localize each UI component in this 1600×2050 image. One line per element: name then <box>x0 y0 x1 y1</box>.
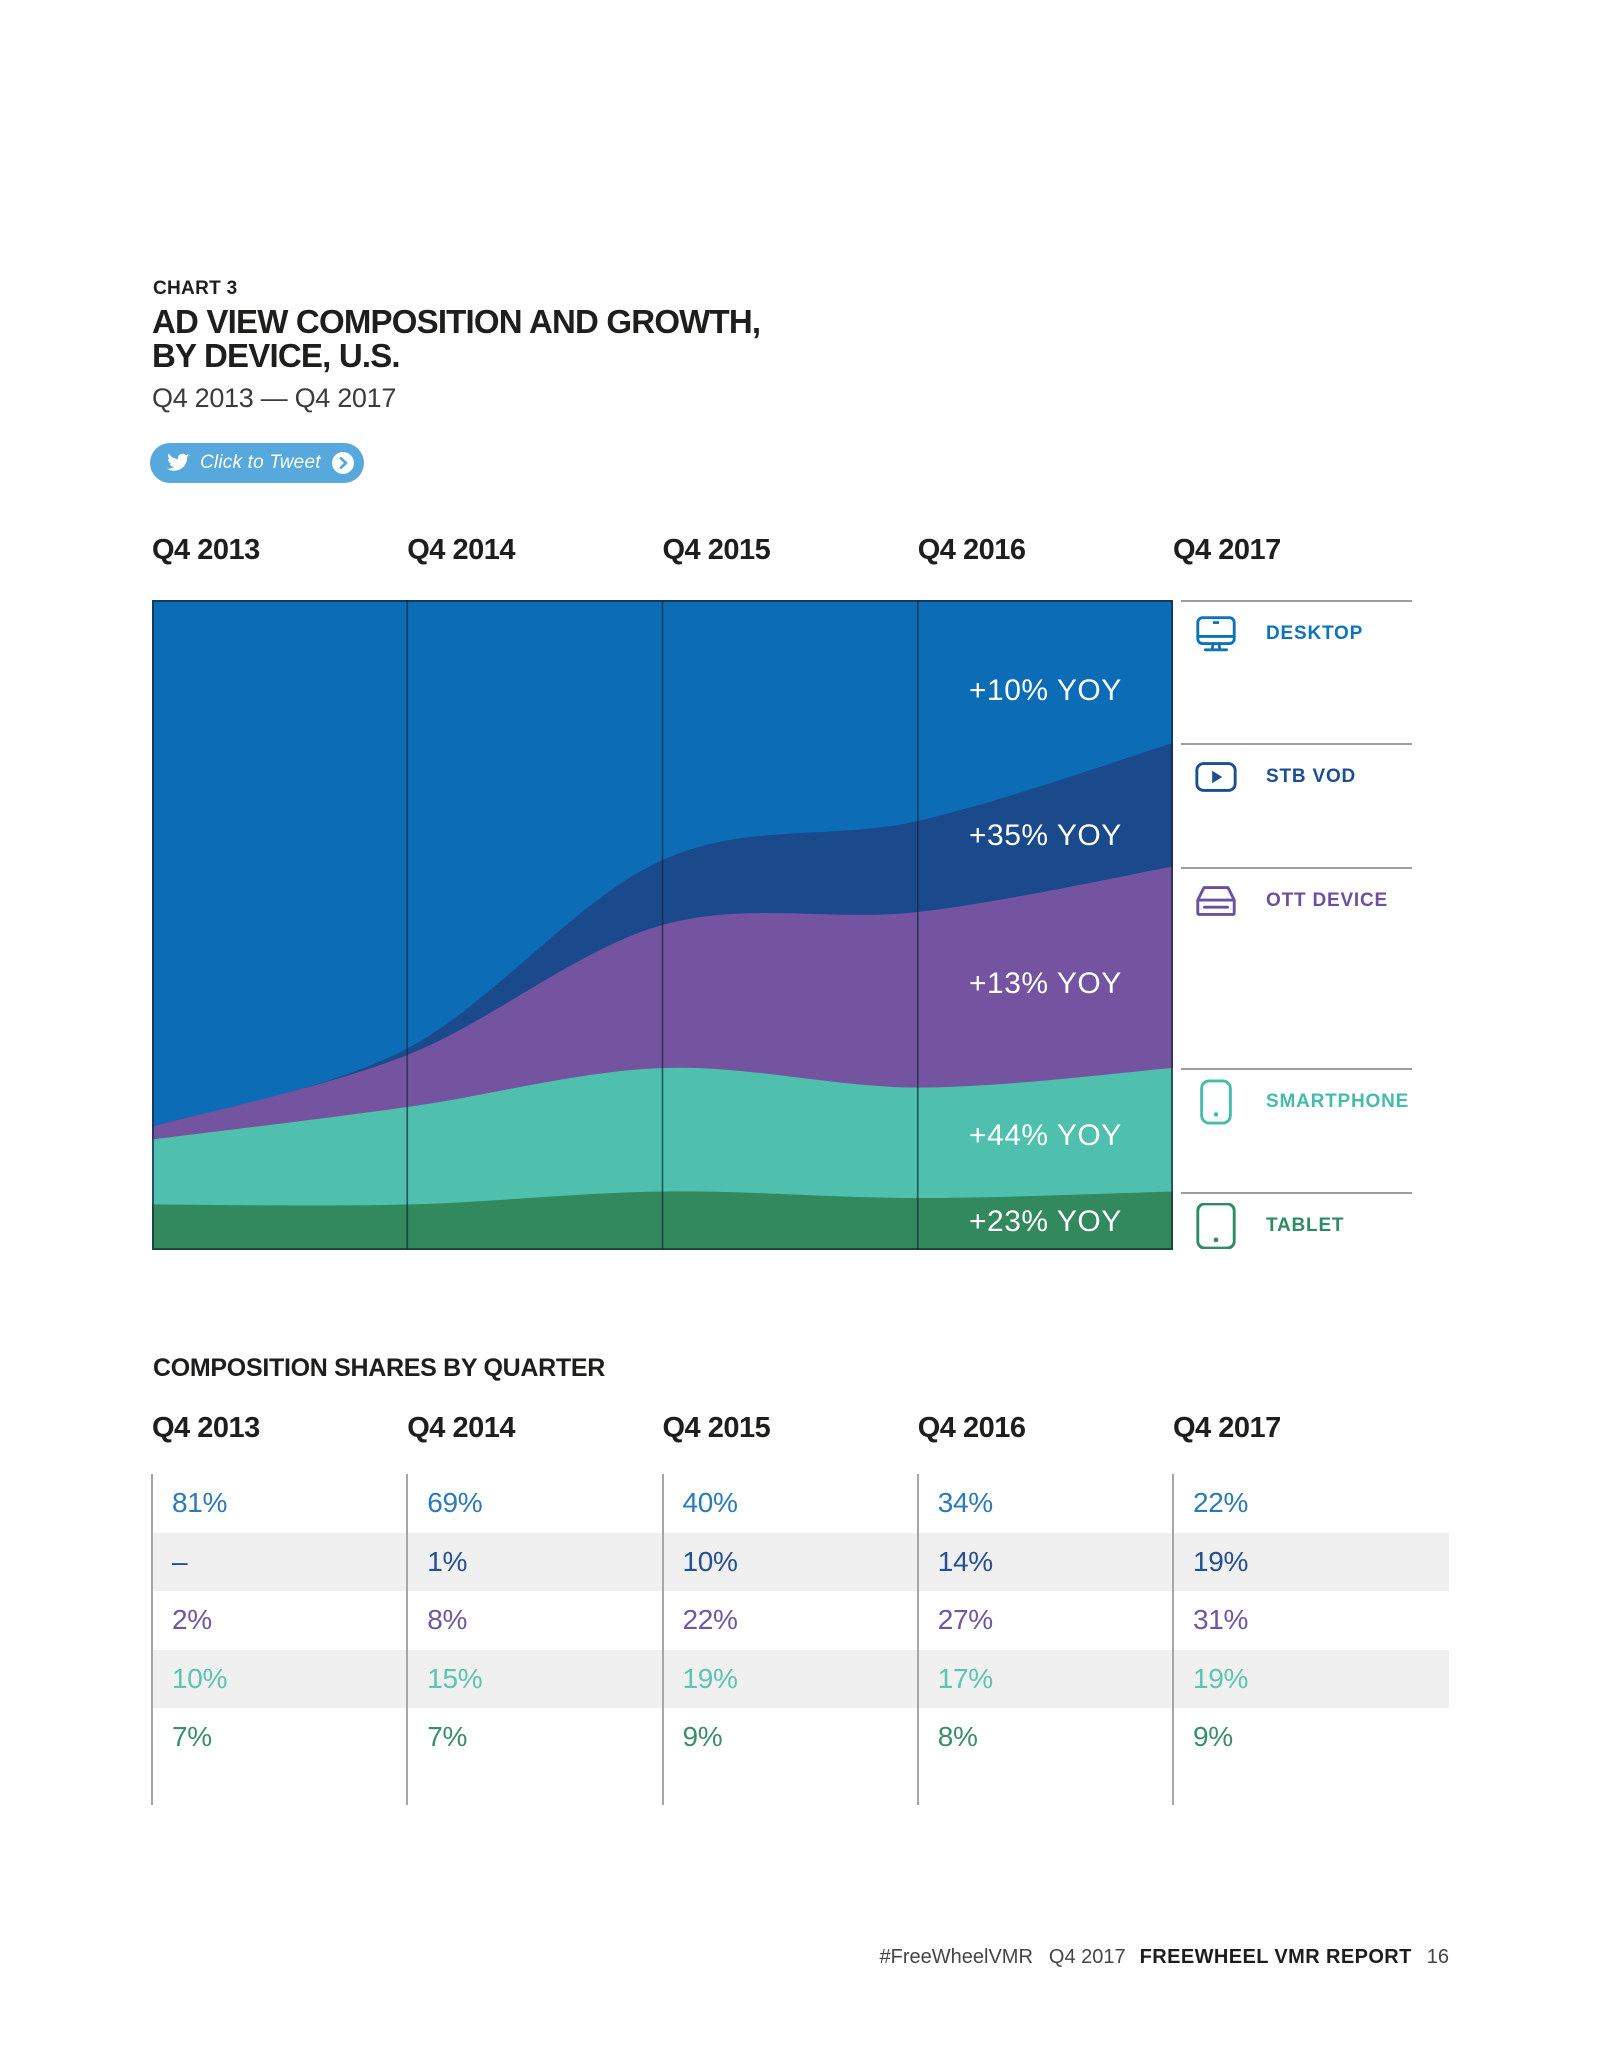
table-column-line <box>406 1474 408 1805</box>
table-cell: 1% <box>427 1545 468 1577</box>
chevron-right-circle-icon <box>331 451 355 475</box>
table-row-tablet <box>152 1708 1449 1767</box>
table-cell: 31% <box>1193 1604 1249 1636</box>
quarter-label: Q4 2013 <box>152 1412 260 1444</box>
table-row-smartphone <box>152 1650 1449 1709</box>
table-cell: 19% <box>682 1662 738 1694</box>
table-cell: 19% <box>1193 1545 1249 1577</box>
page-title-line2: BY DEVICE, U.S. <box>152 337 400 374</box>
table-row-stb-vod <box>152 1533 1449 1592</box>
table-cell: 8% <box>427 1604 468 1636</box>
quarter-label: Q4 2014 <box>407 534 516 566</box>
table-cell: 69% <box>427 1487 483 1519</box>
quarter-label: Q4 2015 <box>662 534 771 566</box>
desktop-icon <box>1193 611 1239 657</box>
quarter-label: Q4 2016 <box>917 534 1026 566</box>
legend-item-ott-device <box>1181 867 1413 924</box>
quarter-label: Q4 2017 <box>1173 534 1281 566</box>
table-cell: 22% <box>682 1604 738 1636</box>
table-cell: 34% <box>937 1487 993 1519</box>
footer-quarter: Q4 2017 <box>1048 1946 1126 1968</box>
legend-label: STB VOD <box>1266 766 1357 787</box>
legend-separator <box>1181 743 1412 745</box>
legend-item-desktop <box>1181 600 1413 657</box>
stb-vod-icon <box>1193 754 1239 800</box>
chart-number-label: CHART 3 <box>153 278 238 299</box>
footer-hashtag: #FreeWheelVMR <box>879 1946 1033 1968</box>
footer-report-title: FREEWHEEL VMR REPORT <box>1139 1946 1412 1968</box>
twitter-bird-icon <box>166 451 190 475</box>
legend-item-tablet <box>1181 1192 1413 1249</box>
table-cell: 2% <box>172 1604 212 1636</box>
legend-separator <box>1181 600 1412 602</box>
table-heading: COMPOSITION SHARES BY QUARTER <box>153 1354 605 1382</box>
table-column-line <box>1172 1474 1174 1805</box>
yoy-growth-label: +35% YOY <box>969 818 1122 852</box>
legend-separator <box>1181 1068 1412 1070</box>
table-cell: 9% <box>682 1721 723 1753</box>
tweet-button-label: Click to Tweet <box>200 452 321 473</box>
table-cell: 10% <box>172 1662 228 1694</box>
footer-page-number: 16 <box>1426 1946 1449 1968</box>
table-cell: 19% <box>1193 1662 1249 1694</box>
table-cell: 27% <box>937 1604 993 1636</box>
table-column-line <box>917 1474 919 1805</box>
table-cell: 14% <box>937 1545 993 1577</box>
legend-separator <box>1181 867 1412 869</box>
page-footer <box>880 1946 1449 1969</box>
legend-separator <box>1181 1192 1412 1194</box>
legend-item-stb-vod <box>1181 743 1413 800</box>
click-to-tweet-button[interactable] <box>150 443 364 483</box>
quarter-label: Q4 2013 <box>152 534 260 566</box>
page-subtitle: Q4 2013 — Q4 2017 <box>152 383 397 413</box>
quarter-label: Q4 2015 <box>662 1412 771 1444</box>
stacked-area-chart <box>152 600 1173 1250</box>
table-cell: 10% <box>682 1545 738 1577</box>
quarter-label: Q4 2014 <box>407 1412 516 1444</box>
legend-label: SMARTPHONE <box>1266 1091 1410 1112</box>
table-cell: 40% <box>682 1487 738 1519</box>
table-cell: 9% <box>1193 1721 1233 1753</box>
table-row-ott-device <box>152 1591 1449 1650</box>
legend-label: TABLET <box>1266 1214 1345 1236</box>
composition-table <box>152 1474 1449 1767</box>
table-cell: 7% <box>172 1721 212 1753</box>
table-column-line <box>662 1474 664 1805</box>
table-cell: 81% <box>172 1487 228 1519</box>
ott-device-icon <box>1193 878 1239 924</box>
table-cell: 8% <box>937 1721 978 1753</box>
page-title-line1: AD VIEW COMPOSITION AND GROWTH, <box>152 303 761 340</box>
table-cell: – <box>172 1545 188 1577</box>
table-row-desktop <box>152 1474 1449 1533</box>
table-cell: 15% <box>427 1662 483 1694</box>
yoy-growth-label: +44% YOY <box>969 1119 1122 1153</box>
quarter-label: Q4 2016 <box>917 1412 1026 1444</box>
quarter-label: Q4 2017 <box>1173 1412 1281 1444</box>
table-cell: 17% <box>937 1662 993 1694</box>
legend-label: OTT DEVICE <box>1266 889 1389 911</box>
tablet-icon <box>1193 1203 1239 1249</box>
legend-item-smartphone <box>1181 1068 1413 1125</box>
yoy-growth-label: +13% YOY <box>969 966 1122 1000</box>
table-cell: 22% <box>1193 1487 1249 1519</box>
table-column-line <box>151 1474 153 1805</box>
yoy-growth-label: +23% YOY <box>969 1205 1122 1239</box>
smartphone-icon <box>1193 1079 1239 1125</box>
table-cell: 7% <box>427 1721 468 1753</box>
page-title <box>152 305 760 373</box>
legend-label: DESKTOP <box>1266 623 1364 644</box>
yoy-growth-label: +10% YOY <box>969 674 1122 707</box>
